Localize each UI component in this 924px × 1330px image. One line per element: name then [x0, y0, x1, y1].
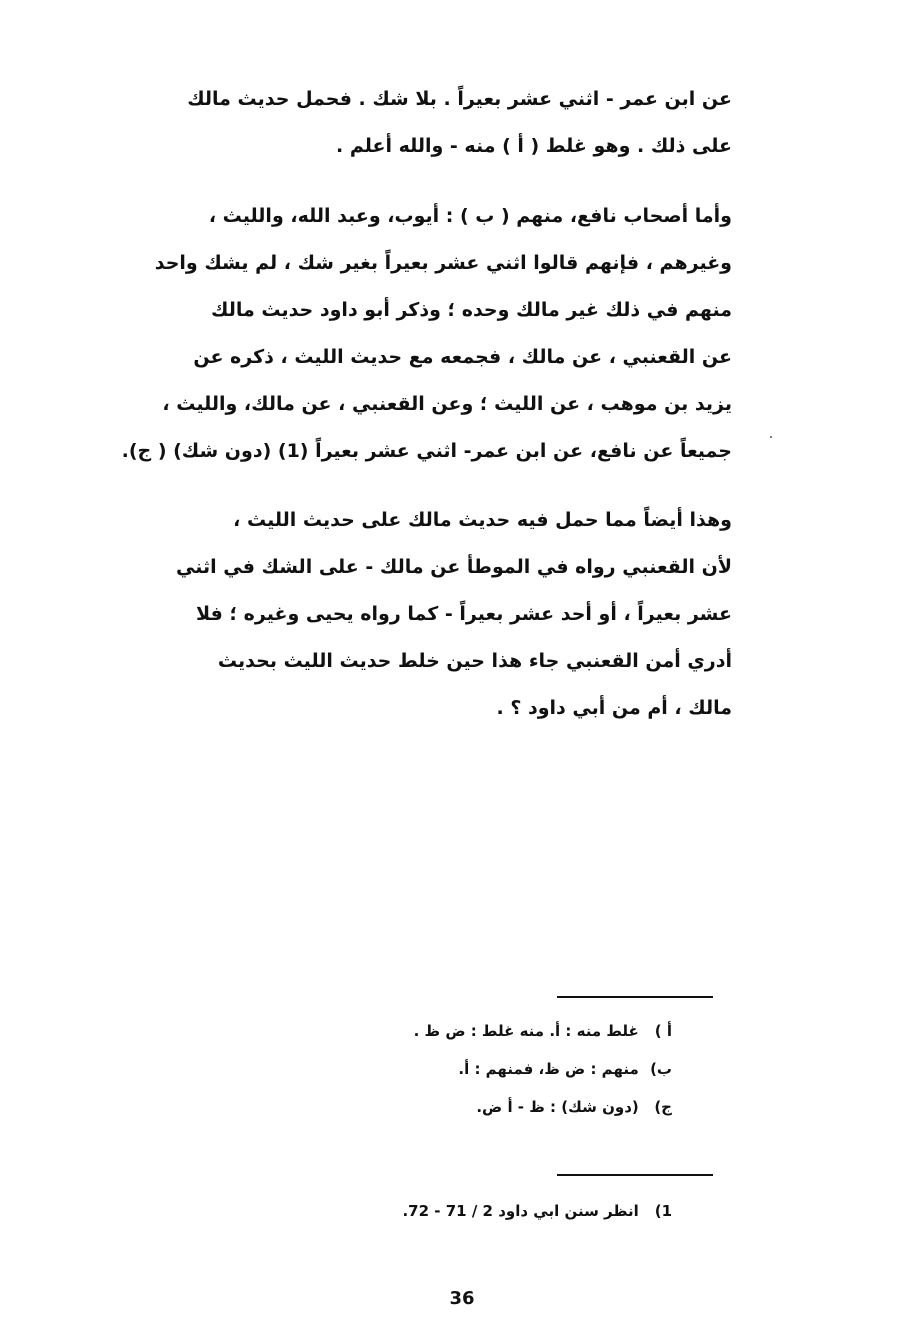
- text-line: لأن القعنبي رواه في الموطأ عن مالك - على الشك في اثني: [176, 556, 732, 578]
- paper-speck: [770, 436, 772, 438]
- paragraph-1: [92, 76, 732, 170]
- footnote-label: ج): [654, 1098, 672, 1116]
- page-number: 36: [449, 1288, 475, 1309]
- footnote-divider: [557, 996, 713, 998]
- text-line: وأما أصحاب نافع، منهم ( ب ) : أيوب، وعبد الله، والليث ،: [208, 205, 732, 227]
- footnote-line: [414, 1050, 672, 1088]
- footnote-text: (دون شك) : ظ - أ ض.: [476, 1098, 639, 1116]
- reference-footnotes: [402, 1192, 672, 1230]
- text-line: على ذلك . وهو غلط ( أ ) منه - والله أعلم .: [335, 135, 732, 157]
- text-line: يزيد بن موهب ، عن الليث ؛ وعن القعنبي ، عن مالك، والليث ،: [162, 393, 732, 415]
- text-line: مالك ، أم من أبي داود ؟ .: [496, 697, 732, 719]
- footnote-label: ب): [650, 1060, 672, 1078]
- text-line: وهذا أيضاً مما حمل فيه حديث مالك على حديث الليث ،: [233, 509, 732, 531]
- text-line: أدري أمن القعنبي جاء هذا حين خلط حديث الليث بحديث: [217, 650, 732, 672]
- footnote-text: منهم : ض ظ، فمنهم : أ.: [458, 1060, 639, 1078]
- footnote-line: [414, 1088, 672, 1126]
- footnote-line: [402, 1192, 672, 1230]
- text-line: عشر بعيراً ، أو أحد عشر بعيراً - كما رواه يحيى وغيره ؛ فلا: [195, 603, 732, 625]
- text-line: وغيرهم ، فإنهم قالوا اثني عشر بعيراً بغير شك ، لم يشك واحد: [154, 252, 732, 274]
- paragraph-2: [92, 193, 732, 475]
- footnote-label: 1): [654, 1202, 672, 1220]
- text-line: عن القعنبي ، عن مالك ، فجمعه مع حديث الليث ، ذكره عن: [193, 346, 732, 368]
- footnote-line: [414, 1012, 672, 1050]
- paragraph-3: [92, 497, 732, 732]
- text-line: جميعاً عن نافع، عن ابن عمر- اثني عشر بعيراً (1) (دون شك) ( ج).: [121, 440, 732, 462]
- reference-divider: [557, 1174, 713, 1176]
- text-line: عن ابن عمر - اثني عشر بعيراً . بلا شك . فحمل حديث مالك: [187, 88, 732, 110]
- footnote-label: أ ): [654, 1022, 672, 1040]
- footnote-text: غلط منه : أ. منه غلط : ض ظ .: [413, 1022, 639, 1040]
- footnote-text: انظر سنن ابي داود 2 / 71 - 72.: [402, 1202, 639, 1220]
- variant-footnotes: [414, 1012, 672, 1126]
- text-line: منهم في ذلك غير مالك وحده ؛ وذكر أبو داود حديث مالك: [211, 299, 732, 321]
